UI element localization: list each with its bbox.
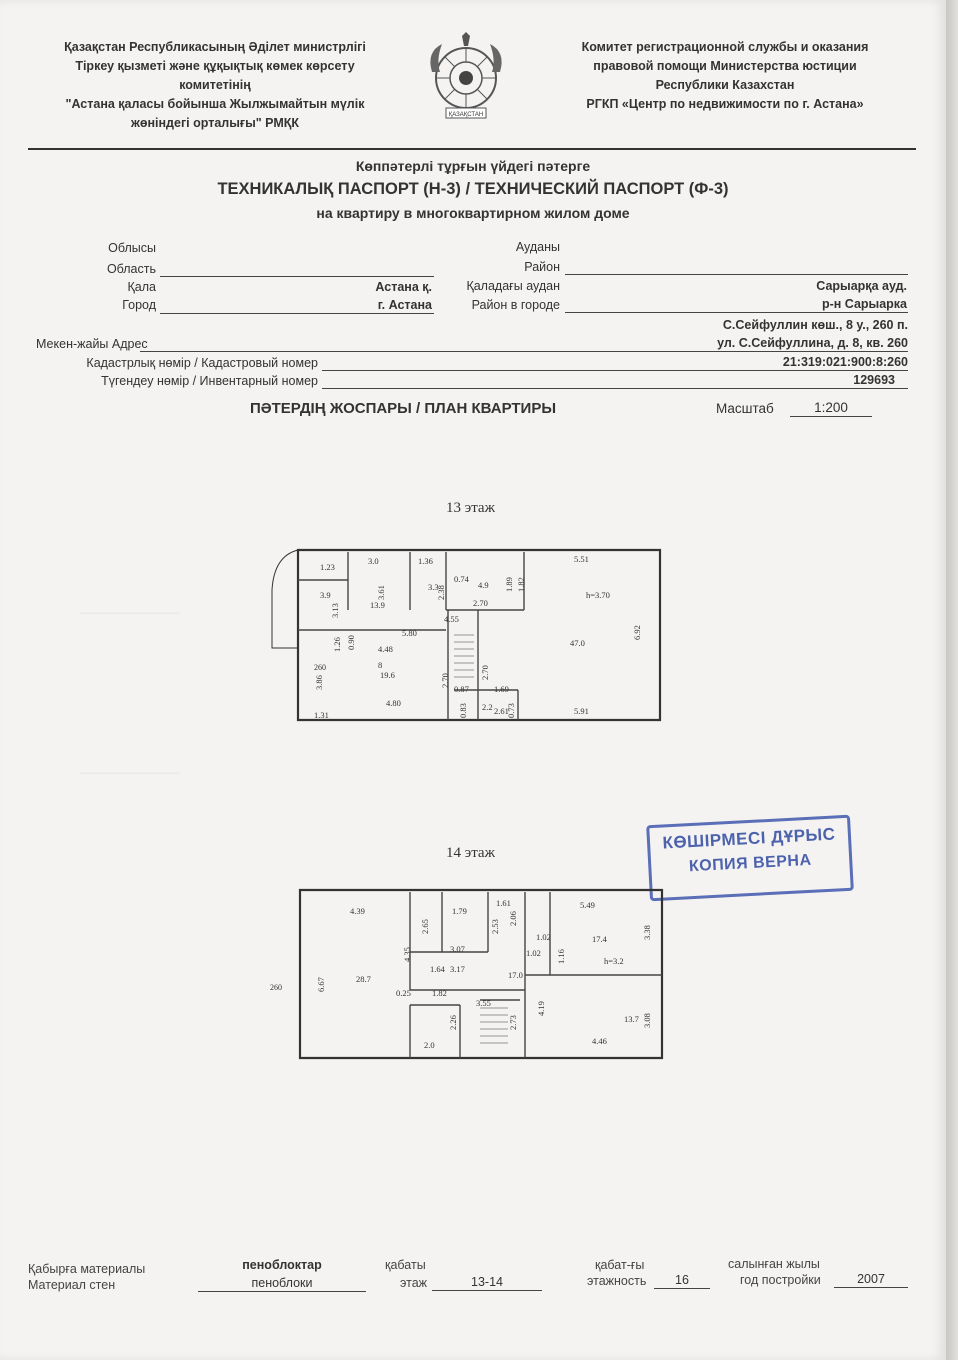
header-right-line: РГКП «Центр по недвижимости по г. Астана»	[586, 97, 864, 111]
plan-dimension-label: 28.7	[356, 974, 371, 984]
plan-dimension-label: 3.13	[330, 603, 340, 618]
inventory-value: 129693	[853, 373, 895, 387]
plan-dimension-label: 2.70	[440, 673, 450, 688]
plan-dimension-label: 3.07	[450, 944, 465, 954]
plan-dimension-label: 13.7	[624, 1014, 639, 1024]
storeys-label-kz: қабат-ғы	[595, 1258, 645, 1272]
plan-dimension-label: 4.39	[350, 906, 365, 916]
address-value-kz: С.Сейфуллин көш., 8 у., 260 п.	[722, 318, 908, 332]
wall-material-value-ru: пеноблоки	[251, 1276, 313, 1290]
floor14-side-label: 260	[270, 983, 282, 992]
page-edge	[946, 0, 958, 1360]
plan-dimension-label: 4.35	[402, 947, 412, 962]
stamp-line-1: КӨШІРМЕСІ ДҰРЫС	[662, 824, 836, 853]
header-left-org	[30, 38, 400, 133]
plan-dimension-label: 2.61	[494, 706, 509, 716]
plan-dimension-label: 2.26	[448, 1015, 458, 1030]
kazakhstan-emblem-icon	[420, 32, 512, 124]
plan-dimension-label: 1.69	[494, 684, 509, 694]
certified-copy-stamp	[646, 815, 854, 902]
address-line	[140, 351, 908, 352]
plan-dimension-label: 1.26	[332, 637, 342, 652]
storeys-value: 16	[675, 1273, 689, 1287]
document-sheet: Қазақстан Республикасының Әділет министрлігі Тіркеу қызметі және құқықтық көмек көрсету комитетінің "Астана қаласы бойынша Жылжымайтын мүлік жөніндегі орталығы" РМҚК ҚАЗАҚСТАН Комитет регистрационной службы и оказания правовой помощи Министерства юстиции Республики Казахстан РГКП «Центр по недвижимости по г. Астана» Көппәтерлі тұрғын үйдегі пәтерге ТЕХНИКАЛЫҚ ПАСПОРТ (Н-3) / ТЕХНИЧЕСКИЙ ПАСПОРТ (Ф-3) на квартиру в многоквартирном жилом доме Облысы Область Ауданы Район Қала Город Астана қ. г. Астана Қаладағы аудан Район в городе Сарыарқа ауд. р-н Сарыарка С.Сейфуллин көш., 8 у., 260 п. Мекен-жайы Адрес ул. С.Сейфуллина, д. 8, кв. 260 Кадастрлық нөмір / Кадастровый номер 21:319:021:900:8:260 Түгендеу нөмір / Инвентарный номер 129693 ПӘТЕРДІҢ ЖОСПАРЫ / ПЛАН КВАРТИРЫ Масштаб 1:200 _______________ _______________ 13 этаж 260 1.23 3.0 1.36 5.51 3.9 3.61 13.9 3.3 2.38 0.74 4.9 1.89 1.82 h=3.70 2.70 4.55 5.80 47.0 6.92 1.26 0.90 4.48 3.86 8 19.6 2.70 2.70 0.87 1.69 1.31 4.80 0.83 2.2 2.61 0.73 5.91 3.13 КӨШІРМЕСІ ДҰРЫС КОПИЯ ВЕРНА 14 этаж 260 4.39 1.79 1.61 5.49 2.65 2.53 2.06 1.02 17.4 3.38 4.35 3.07 1.16 h=3.2 6.67 28.7 1.64 3.17 1.02 17.0 0.25 1.82 3.55 4.19 13.7 3.08 2.26 2.73 2.0 4.46 Қабырға материалы Материал стен пеноблоктар пеноблоки қабаты этаж 13-14 қабат-ғы этажность 16 салынған жылы год постройки 2007	[0, 0, 946, 1360]
floor13-title: 13 этаж	[446, 500, 495, 516]
cadastral-label: Кадастрлық нөмір / Кадастровый номер	[86, 356, 318, 370]
plan-dimension-label: 3.17	[450, 964, 465, 974]
title-line-3: на квартиру в многоквартирном жилом доме	[316, 205, 630, 221]
plan-title: ПӘТЕРДІҢ ЖОСПАРЫ / ПЛАН КВАРТИРЫ	[249, 400, 557, 417]
raion-label: Район	[524, 260, 560, 274]
plan-dimension-label: 1.02	[526, 948, 541, 958]
plan-dimension-label: 4.55	[444, 614, 459, 624]
title-line-1: Көппәтерлі тұрғын үйдегі пәтерге	[355, 158, 591, 174]
plan-dimension-label: 2.0	[424, 1040, 435, 1050]
plan-dimension-label: 2.73	[508, 1015, 518, 1030]
plan-dimension-label: 1.16	[556, 949, 566, 964]
header-left-line: Қазақстан Республикасының Әділет министрлігі	[64, 40, 366, 54]
plan-dimension-label: 19.6	[380, 670, 395, 680]
oblys-label: Облысы	[108, 241, 156, 255]
plan-dimension-label: 5.91	[574, 706, 589, 716]
floor-line	[432, 1290, 542, 1291]
floor14-plan	[260, 880, 670, 1070]
plan-dimension-label: 2.70	[480, 665, 490, 680]
city-district-line	[565, 312, 908, 313]
gorod-label: Город	[122, 298, 156, 312]
wall-material-value-kz: пеноблоктар	[242, 1258, 322, 1272]
plan-dimension-label: 1.31	[314, 710, 329, 720]
plan-dimension-label: 4.80	[386, 698, 401, 708]
plan-dimension-label: 0.74	[454, 574, 469, 584]
gorod-value: г. Астана	[377, 298, 432, 312]
plan-dimension-label: 3.38	[642, 925, 652, 940]
plan-dimension-label: 1.61	[496, 898, 511, 908]
wall-material-label-ru: Материал стен	[28, 1278, 116, 1292]
plan-dimension-label: 3.61	[376, 585, 386, 600]
plan-dimension-label: 1.89	[504, 577, 514, 592]
plan-dimension-label: 3.08	[642, 1013, 652, 1028]
floor-label-kz: қабаты	[385, 1258, 426, 1272]
plan-dimension-label: 13.9	[370, 600, 385, 610]
plan-dimension-label: 3.0	[368, 556, 379, 566]
plan-dimension-label: 2.65	[420, 919, 430, 934]
plan-dimension-label: 0.25	[396, 988, 411, 998]
cadastral-line	[322, 370, 908, 371]
storeys-label-ru: этажность	[587, 1274, 647, 1288]
plan-dimension-label: 1.79	[452, 906, 467, 916]
wall-material-line	[198, 1291, 366, 1292]
header-right-line: правовой помощи Министерства юстиции	[593, 59, 857, 73]
plan-dimension-label: 0.87	[454, 684, 469, 694]
plan-dimension-label: 5.80	[402, 628, 417, 638]
plan-dimension-label: 0.73	[506, 703, 516, 718]
floor13-plan	[268, 540, 668, 730]
raion-line	[565, 274, 908, 275]
wall-material-label-kz: Қабырға материалы	[28, 1262, 146, 1276]
plan-dimension-label: 2.53	[490, 919, 500, 934]
plan-dimension-label: 6.67	[316, 977, 326, 992]
plan-dimension-label: 0.90	[346, 635, 356, 650]
plan-dimension-label: 17.0	[508, 970, 523, 980]
plan-dimension-label: 0.83	[458, 703, 468, 718]
floor-label-ru: этаж	[400, 1276, 428, 1290]
plan-dimension-label: 2.38	[436, 585, 446, 600]
year-value: 2007	[857, 1272, 885, 1286]
plan-dimension-label: 4.48	[378, 644, 393, 654]
city-district-label-kz: Қаладағы аудан	[466, 279, 560, 293]
plan-dimension-label: 3.55	[476, 998, 491, 1008]
city-district-value-kz: Сарыарқа ауд.	[816, 279, 907, 293]
floor13-side-label: 260	[314, 663, 326, 672]
plan-dimension-label: 1.02	[536, 932, 551, 942]
plan-dimension-label: 1.82	[432, 988, 447, 998]
emblem-text: ҚАЗАҚСТАН	[448, 112, 484, 118]
gorod-line	[160, 313, 434, 314]
inventory-label: Түгендеу нөмір / Инвентарный номер	[101, 374, 318, 388]
audany-label: Ауданы	[515, 240, 560, 254]
year-label-kz: салынған жылы	[728, 1257, 820, 1271]
plan-dimension-label: 2.70	[473, 598, 488, 608]
oblast-line	[160, 276, 434, 277]
storeys-line	[654, 1288, 710, 1289]
kala-value: Астана қ.	[375, 280, 432, 294]
plan-dimension-label: h=3.2	[604, 956, 624, 966]
plan-dimension-label: 4.9	[478, 580, 489, 590]
kala-label: Қала	[127, 280, 156, 294]
plan-dimension-label: 1.82	[516, 577, 526, 592]
address-label: Мекен-жайы Адрес	[36, 337, 148, 351]
cadastral-value: 21:319:021:900:8:260	[782, 355, 908, 369]
scale-line	[790, 416, 872, 417]
header-right-line: Комитет регистрационной службы и оказания	[581, 40, 869, 54]
year-line	[834, 1287, 908, 1288]
plan-dimension-label: 1.64	[430, 964, 445, 974]
plan-dimension-label: 3.3	[428, 582, 439, 592]
plan-dimension-label: 3.9	[320, 590, 331, 600]
floor-value: 13-14	[471, 1275, 503, 1289]
plan-dimension-label: 17.4	[592, 934, 607, 944]
plan-dimension-label: 6.92	[632, 625, 642, 640]
header-left-line: жөніндегі орталығы" РМҚК	[130, 116, 300, 130]
plan-dimension-label: h=3.70	[586, 590, 610, 600]
plan-dimension-label: 2.2	[482, 702, 493, 712]
plan-dimension-label: 4.19	[536, 1001, 546, 1016]
header-right-line: Республики Казахстан	[655, 78, 795, 92]
plan-dimension-label: 5.51	[574, 554, 589, 564]
header-left-line: Тіркеу қызметі және құқықтық көмек көрсету	[75, 59, 355, 73]
year-label-ru: год постройки	[740, 1273, 821, 1287]
scale-label: Масштаб	[716, 401, 774, 416]
address-value-ru: ул. С.Сейфуллина, д. 8, кв. 260	[717, 336, 908, 350]
plan-dimension-label: 8	[378, 660, 383, 670]
plan-dimension-label: 2.06	[508, 911, 518, 926]
header-divider	[28, 148, 916, 150]
city-district-label-ru: Район в городе	[471, 298, 560, 312]
floor14-title: 14 этаж	[446, 845, 495, 861]
plan-dimension-label: 3.86	[314, 675, 324, 690]
oblast-label: Область	[106, 262, 156, 276]
header-right-org	[535, 38, 915, 114]
scale-value: 1:200	[814, 400, 848, 415]
plan-dimension-label: 4.46	[592, 1036, 607, 1046]
header-left-line: "Астана қаласы бойынша Жылжымайтын мүлік	[65, 97, 365, 111]
plan-dimension-label: 5.49	[580, 900, 595, 910]
plan-dimension-label: 1.36	[418, 556, 433, 566]
header-left-line: комитетінің	[179, 78, 251, 92]
stamp-line-2: КОПИЯ ВЕРНА	[688, 851, 812, 876]
plan-dimension-label: 1.23	[320, 562, 335, 572]
inventory-line	[322, 388, 908, 389]
city-district-value-ru: р-н Сарыарка	[821, 297, 907, 311]
title-line-2: ТЕХНИКАЛЫҚ ПАСПОРТ (Н-3) / ТЕХНИЧЕСКИЙ ПАСПОРТ (Ф-3)	[217, 180, 729, 198]
plan-dimension-label: 47.0	[570, 638, 585, 648]
